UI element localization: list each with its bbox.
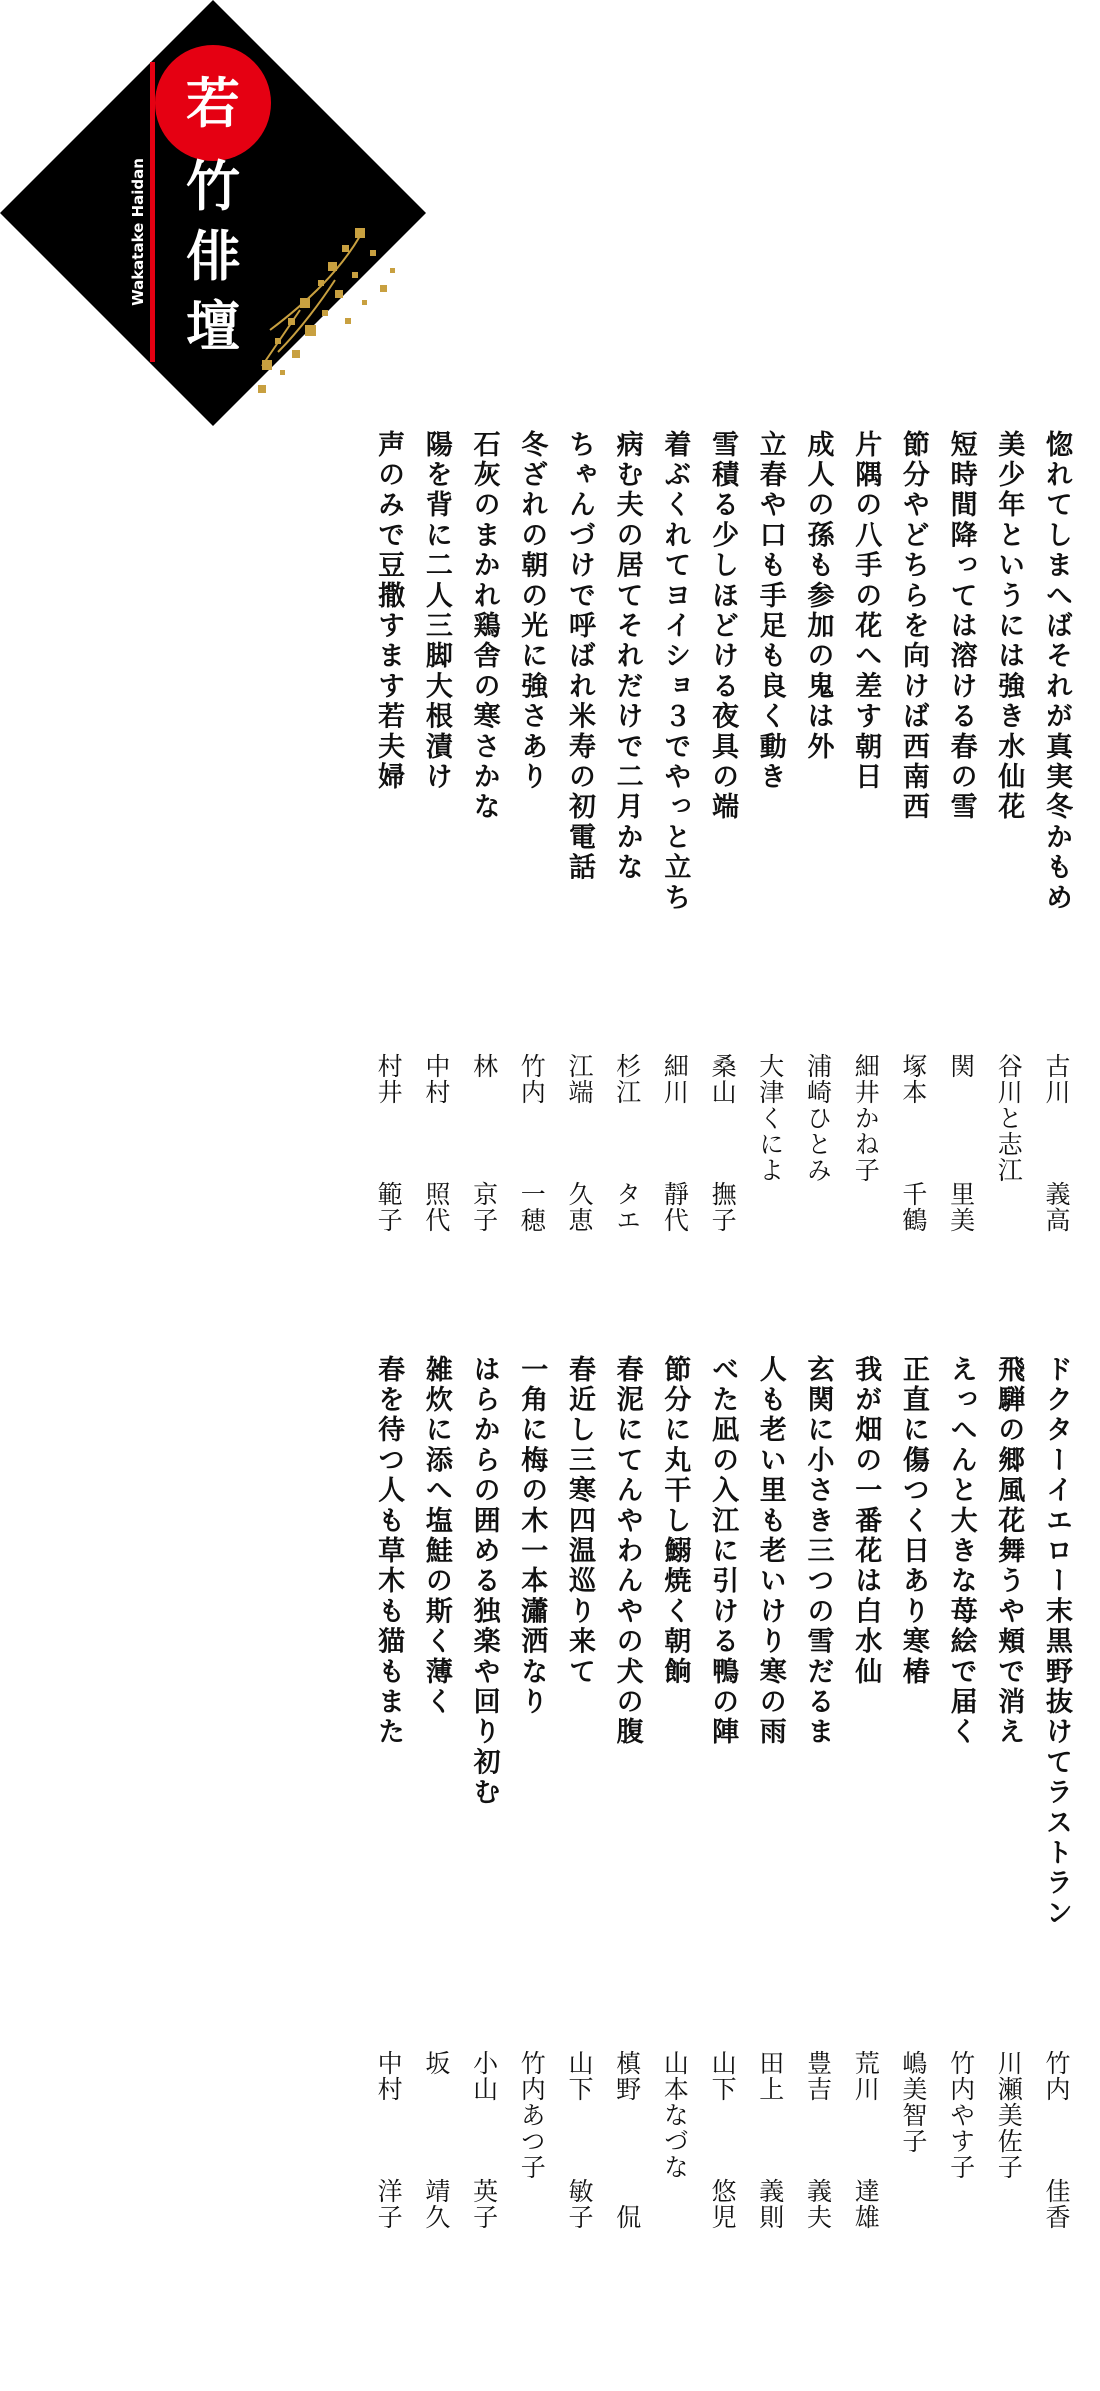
author-given: 撫子 (708, 1181, 738, 1233)
author-name (698, 2050, 746, 2230)
haiku-line: 惚れてしまへばそれが真実冬かもめ (1041, 430, 1072, 914)
author-family: 山下 (564, 2050, 594, 2102)
author-name (985, 1053, 1033, 1233)
haiku-line: 飛騨の郷風花舞うや頬で消え (993, 1355, 1025, 1748)
logo-title-char-3: 俳 (186, 224, 240, 288)
haiku-line: 片隅の八手の花へ差す朝日 (850, 430, 882, 793)
wakatake-haidan-logo (0, 0, 430, 430)
haiku-line: 春近し三寒四温巡り来て (563, 1355, 595, 1688)
author-given: 侃 (612, 2204, 642, 2230)
author-family: 中村 (421, 1053, 451, 1105)
haiku-line: 春泥にてんやわんやの犬の腹 (611, 1355, 643, 1748)
author-family: 竹内 (1042, 2050, 1071, 2102)
haiku-column-group-2 (364, 1355, 1080, 2000)
author-given: 照代 (421, 1181, 451, 1233)
author-family: 杉江 (612, 1053, 642, 1105)
author-given: 義高 (1042, 1181, 1071, 1233)
author-name (794, 2050, 842, 2230)
author-given: 悠児 (708, 2178, 738, 2230)
haiku-column-group-1 (364, 430, 1080, 990)
author-given: タエ (612, 1181, 642, 1233)
haiku-line: 着ぶくれてヨイショ３でやっと立ち (659, 430, 691, 914)
author-family: 江端 (564, 1053, 594, 1105)
author-family: 桑山 (708, 1053, 738, 1105)
haiku-line: 石灰のまかれ鶏舎の寒さかな (468, 430, 500, 823)
author-name (651, 1053, 699, 1233)
logo-title-char-1: 若 (186, 71, 240, 135)
author-name (698, 1053, 746, 1233)
haiku-line: 雪積る少しほどける夜具の端 (707, 430, 739, 823)
author-column-group-1 (364, 1053, 1080, 1233)
author-name (651, 2050, 699, 2230)
author-family: 荒川 (851, 2050, 881, 2102)
author-family: 坂 (421, 2050, 451, 2076)
author-given: 英子 (469, 2178, 499, 2230)
author-given: 義夫 (803, 2178, 833, 2230)
author-name (794, 1053, 842, 1233)
haiku-line: 冬ざれの朝の光に強さあり (516, 430, 548, 793)
haiku-line: えっへんと大きな苺絵で届く (945, 1355, 977, 1748)
author-name (603, 1053, 651, 1233)
haiku-line: 春を待つ人も草木も猫もまた (373, 1355, 405, 1748)
author-name (1032, 2050, 1080, 2230)
haiku-line: 人も老い里も老いけり寒の雨 (754, 1355, 786, 1748)
author-family: 川瀬美佐子 (994, 2050, 1024, 2180)
author-family: 関 (946, 1053, 976, 1079)
author-name (364, 2050, 412, 2230)
author-name (603, 2050, 651, 2230)
haiku-line: 雑炊に添へ塩鮭の斯く薄く (420, 1355, 452, 1718)
author-family: 細川 (660, 1053, 690, 1105)
author-name (985, 2050, 1033, 2230)
author-given: 達雄 (851, 2178, 881, 2230)
haiku-line: 成人の孫も参加の鬼は外 (802, 430, 834, 763)
author-given: 靜代 (660, 1181, 690, 1233)
author-family: 小山 (469, 2050, 499, 2102)
author-name (412, 1053, 460, 1233)
author-name (1032, 1053, 1080, 1233)
author-family: 竹内やす子 (946, 2050, 976, 2180)
haiku-line: べた凪の入江に引ける鴨の陣 (707, 1355, 739, 1748)
logo-roman-label: Wakatake Haidan (129, 158, 147, 306)
author-given: 靖久 (421, 2178, 451, 2230)
author-name (937, 1053, 985, 1233)
author-given: 一穂 (517, 1181, 547, 1233)
haiku-line: 玄関に小さき三つの雪だるま (802, 1355, 834, 1748)
author-name (508, 2050, 556, 2230)
author-family: 塚本 (898, 1053, 928, 1105)
author-given: 里美 (946, 1181, 976, 1233)
logo-red-stripe (150, 62, 155, 362)
author-name (460, 2050, 508, 2230)
haiku-line: はらからの囲める独楽や回り初む (468, 1355, 500, 1808)
author-name (412, 2050, 460, 2230)
author-given: 佳香 (1042, 2178, 1071, 2230)
author-given: 敏子 (564, 2178, 594, 2230)
author-name (508, 1053, 556, 1233)
author-name (937, 2050, 985, 2230)
haiku-line: 一角に梅の木一本瀟洒なり (516, 1355, 548, 1718)
author-family: 細井かね子 (851, 1053, 881, 1183)
author-family: 浦崎ひとみ (803, 1053, 833, 1183)
haiku-line: 短時間降っては溶ける春の雪 (945, 430, 977, 823)
haiku-line: 節分に丸干し鰯焼く朝餉 (659, 1355, 691, 1688)
author-family: 槙野 (612, 2050, 642, 2102)
author-name (746, 1053, 794, 1233)
author-family: 竹内 (517, 1053, 547, 1105)
author-name (841, 2050, 889, 2230)
author-column-group-2 (364, 2050, 1080, 2230)
author-name (746, 2050, 794, 2230)
author-family: 竹内あつ子 (517, 2050, 547, 2180)
author-name (555, 1053, 603, 1233)
haiku-line: 正直に傷つく日あり寒椿 (897, 1355, 929, 1688)
author-family: 田上 (755, 2050, 785, 2102)
haiku-line: 美少年というには強き水仙花 (993, 430, 1025, 823)
haiku-line: 節分やどちらを向けば西南西 (897, 430, 929, 823)
author-family: 中村 (374, 2050, 404, 2102)
haiku-line: 病む夫の居てそれだけで二月かな (611, 430, 643, 883)
author-family: 山下 (708, 2050, 738, 2102)
author-family: 嶋美智子 (898, 2050, 928, 2154)
author-given: 範子 (374, 1181, 404, 1233)
author-family: 谷川と志江 (994, 1053, 1024, 1183)
haiku-line: ちゃんづけで呼ばれ米寿の初電話 (563, 430, 595, 883)
author-name (364, 1053, 412, 1233)
author-family: 林 (469, 1053, 499, 1079)
logo-title-char-4: 壇 (186, 294, 240, 358)
haiku-line: 声のみで豆撒すます若夫婦 (373, 430, 405, 793)
author-given: 洋子 (374, 2178, 404, 2230)
author-family: 豊吉 (803, 2050, 833, 2102)
author-given: 久恵 (564, 1181, 594, 1233)
author-family: 村井 (374, 1053, 404, 1105)
haiku-line: 立春や口も手足も良く動き (754, 430, 786, 793)
author-given: 千鶴 (898, 1181, 928, 1233)
haiku-line: ドクターイエロー末黒野抜けてラストラン (1041, 1355, 1072, 1929)
logo-title-char-2: 竹 (186, 154, 240, 218)
author-given: 京子 (469, 1181, 499, 1233)
haiku-line: 我が畑の一番花は白水仙 (850, 1355, 882, 1688)
haiku-line: 陽を背に二人三脚大根漬け (420, 430, 452, 793)
author-name (460, 1053, 508, 1233)
author-name (889, 1053, 937, 1233)
author-name (889, 2050, 937, 2230)
author-name (841, 1053, 889, 1233)
author-name (555, 2050, 603, 2230)
author-given: 義則 (755, 2178, 785, 2230)
author-family: 古川 (1042, 1053, 1071, 1105)
author-family: 山本なづな (660, 2050, 690, 2180)
author-family: 大津くによ (755, 1053, 785, 1183)
